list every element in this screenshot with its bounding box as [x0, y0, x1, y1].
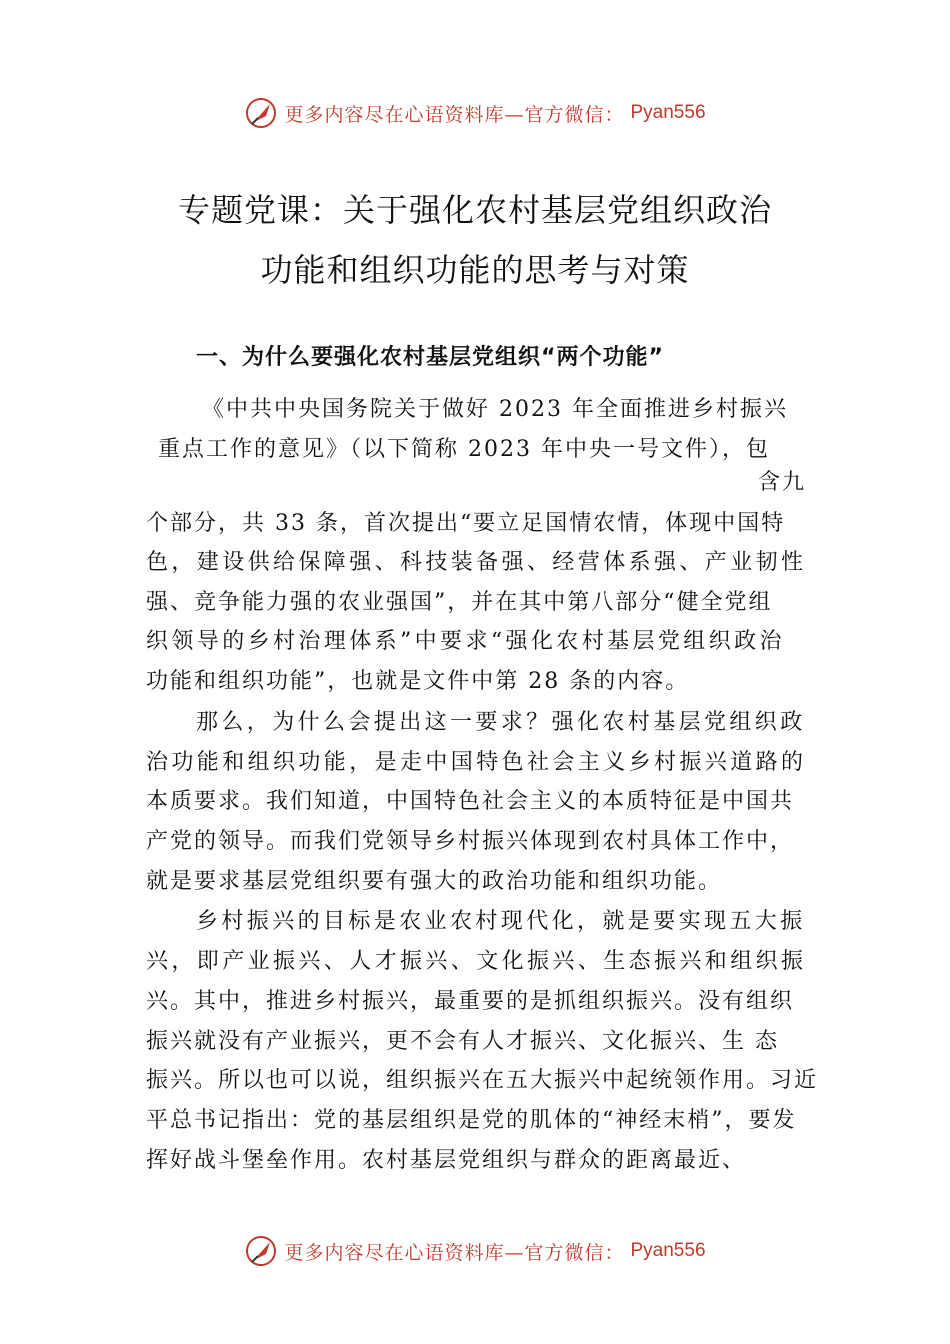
title-line-1: 专题党课：关于强化农村基层党组织政治 [177, 191, 772, 229]
paragraph-line: 振兴就没有产业振兴，更不会有人才振兴、文化振兴、生 态 [146, 1029, 779, 1054]
paragraph-line: 个部分，共 33 条，首次提出“要立足国情农情，体现中国特 [146, 511, 786, 536]
paragraph-line: 色，建设供给保障强、科技装备强、经营体系强、产业韧性 [146, 550, 807, 575]
title-line-2: 功能和组织功能的思考与对策 [260, 251, 690, 289]
paragraph-line: 《中共中央国务院关于做好 2023 年全面推进乡村振兴 [202, 397, 788, 422]
paragraph-line: 治功能和组织功能，是走中国特色社会主义乡村振兴道路的 [146, 750, 807, 775]
watermark-wechat-id: Pyan556 [630, 1240, 706, 1261]
paragraph-line: 功能和组织功能”，也就是文件中第 28 条的内容。 [146, 669, 690, 694]
page-title [0, 180, 950, 300]
paragraph-line: 重点工作的意见》（以下简称 2023 年中央一号文件），包 [158, 437, 770, 462]
paragraph-line: 挥好战斗堡垒作用。农村基层党组织与群众的距离最近、 [146, 1148, 747, 1173]
paragraph-line: 平总书记指出：党的基层组织是党的肌体的“神经末梢”，要发 [146, 1108, 797, 1133]
paragraph-line: 产党的领导。而我们党领导乡村振兴体现到农村具体工作中， [146, 829, 795, 854]
paragraph-line: 含九 [758, 470, 807, 495]
paragraph-line: 本质要求。我们知道，中国特色社会主义的本质特征是中国共 [146, 789, 795, 814]
header-watermark [0, 96, 950, 130]
paragraph-line: 乡村振兴的目标是农业农村现代化，就是要实现五大振 [196, 909, 806, 934]
footer-watermark [0, 1234, 950, 1268]
paragraph-line: 兴。其中，推进乡村振兴，最重要的是抓组织振兴。没有组织 [146, 989, 795, 1014]
watermark-text: 更多内容尽在心语资料库—官方微信： [284, 1241, 625, 1264]
watermark-text: 更多内容尽在心语资料库—官方微信： [284, 103, 625, 126]
paragraph-line: 就是要求基层党组织要有强大的政治功能和组织功能。 [146, 869, 723, 894]
section-heading: 一、为什么要强化农村基层党组织“两个功能” [196, 345, 664, 370]
paragraph-line: 那么，为什么会提出这一要求？强化农村基层党组织政 [196, 710, 806, 735]
paragraph-line: 织领导的乡村治理体系”中要求“强化农村基层党组织政治 [146, 629, 785, 654]
paragraph-line: 强、竞争能力强的农业强国”，并在其中第八部分“健全党组 [146, 590, 773, 615]
paragraph-line: 兴，即产业振兴、人才振兴、文化振兴、生态振兴和组织振 [146, 949, 807, 974]
paragraph-line: 振兴。所以也可以说，组织振兴在五大振兴中起统领作用。习近 [146, 1068, 819, 1093]
quill-logo-icon [244, 96, 278, 130]
quill-logo-icon [244, 1234, 278, 1268]
watermark-wechat-id: Pyan556 [630, 102, 706, 123]
